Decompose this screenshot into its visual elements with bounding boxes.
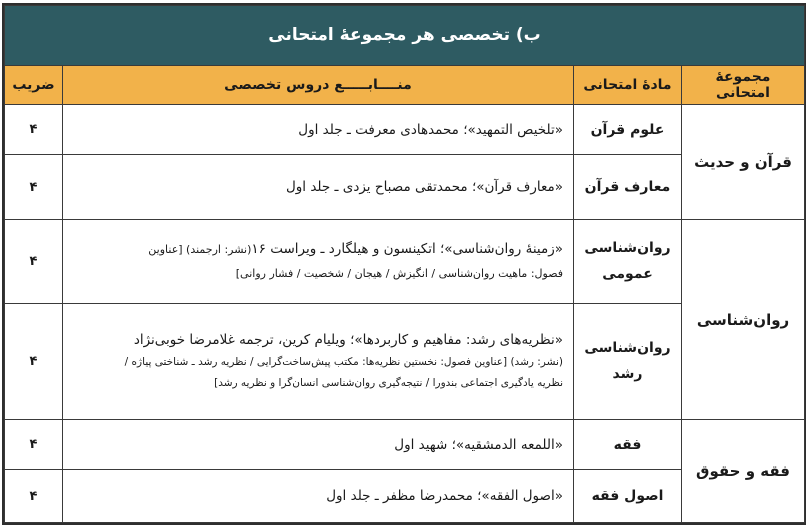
table-row [5, 220, 805, 304]
source-main-text: «نظریه‌های رشد: مفاهیم و کاربردها»؛ ویلیام کرین، ترجمه غلامرضا خوبی‌نژاد [133, 332, 563, 349]
subject-cell: روان‌شناسی رشد [574, 303, 682, 419]
group-cell-quran: قرآن و حدیث [682, 104, 805, 219]
subject-cell: فقه [574, 419, 682, 469]
source-line2-text: فصول: ماهیت روان‌شناسی / انگیزش / هیجان / شخصیت / فشار روانی] [235, 267, 563, 281]
coef-cell: ۴ [5, 220, 63, 304]
source-line2-text: (نشر: رشد) [عناوین فصول: نخستین نظریه‌ها: مکتب پیش‌ساخت‌گرایی / نظریه رشد ـ شناختی پیاژه / [124, 356, 563, 369]
header-subject: مادهٔ امتحانی [574, 65, 682, 104]
table-row [5, 104, 805, 154]
exam-sources-table [4, 5, 805, 523]
source-main-text: «زمینهٔ روان‌شناسی»؛ اتکینسون و هیلگارد ـ ویراست ۱۶ [251, 241, 563, 258]
source-cell: «معارف قرآن»؛ محمدتقی مصباح یزدی ـ جلد اول [63, 155, 574, 220]
source-cell: «تلخیص التمهید»؛ محمدهادی معرفت ـ جلد اول [63, 104, 574, 154]
group-cell-fiqh: فقه و حقوق [682, 419, 805, 522]
source-cell [63, 303, 574, 419]
header-coef: ضریب [5, 65, 63, 104]
subject-cell: روان‌شناسی عمومی [574, 220, 682, 304]
title-row [5, 6, 805, 66]
header-group: مجموعهٔ امتحانی [682, 65, 805, 104]
source-cell: «اللمعه الدمشقیه»؛ شهید اول [63, 419, 574, 469]
header-sources: منــــابـــــع دروس تخصصی [63, 65, 574, 104]
table-title: ب) تخصصی هر مجموعهٔ امتحانی [5, 6, 805, 66]
header-row [5, 65, 805, 104]
coef-cell: ۴ [5, 303, 63, 419]
coef-cell: ۴ [5, 470, 63, 523]
source-cell [63, 220, 574, 304]
table-row [5, 419, 805, 469]
source-cell: «اصول الفقه»؛ محمدرضا مظفر ـ جلد اول [63, 470, 574, 523]
coef-cell: ۴ [5, 419, 63, 469]
subject-cell: معارف قرآن [574, 155, 682, 220]
coef-cell: ۴ [5, 155, 63, 220]
group-cell-psych: روان‌شناسی [682, 220, 805, 420]
source-line3-text: نظریه یادگیری اجتماعی بندورا / نتیجه‌گیری روان‌شناسی انسان‌گرا و نظریه رشد] [214, 377, 563, 390]
coef-cell: ۴ [5, 104, 63, 154]
subject-cell: اصول فقه [574, 470, 682, 523]
exam-table-container [2, 3, 806, 525]
source-note-text: (نشر: ارجمند) [عناوین [148, 243, 252, 257]
subject-cell: علوم قرآن [574, 104, 682, 154]
